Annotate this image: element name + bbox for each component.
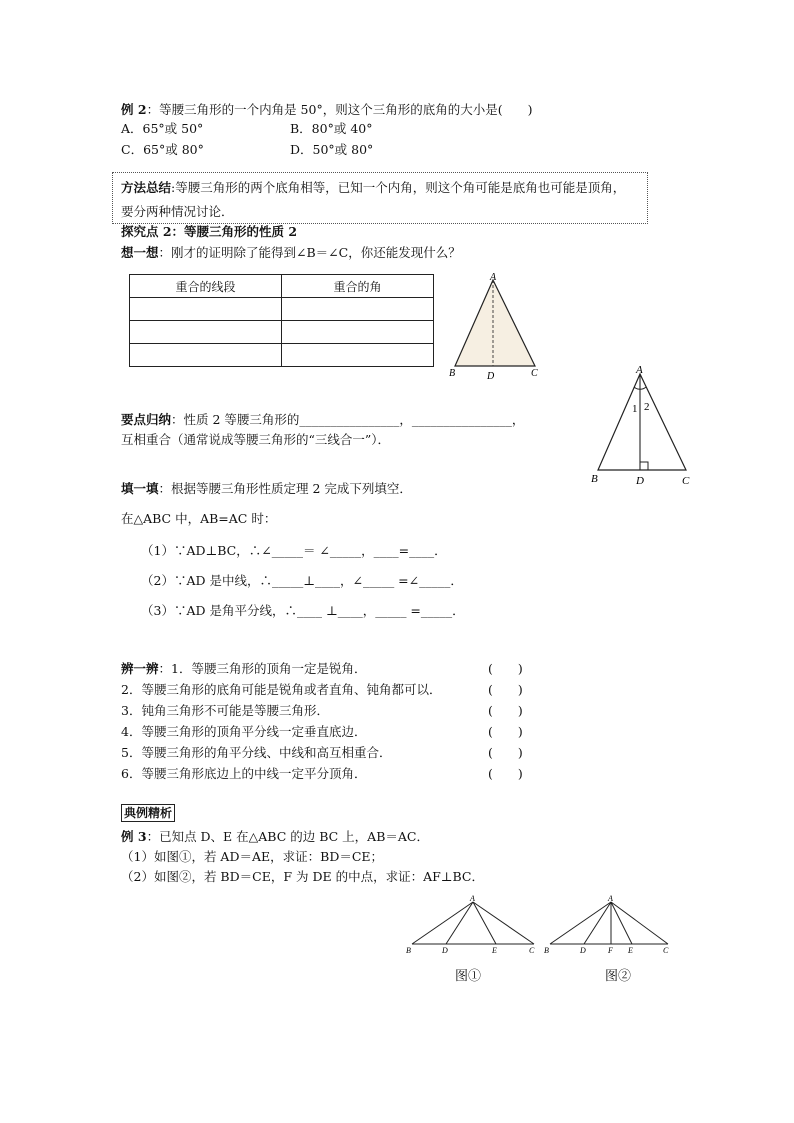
option-b: B．80°或 40° <box>290 121 373 136</box>
table-row <box>130 298 434 321</box>
label-c: C <box>663 946 669 955</box>
table-header-segments: 重合的线段 <box>130 275 282 298</box>
key-summary-line1: 要点归纳：性质 2 等腰三角形的________________，________________， <box>121 412 525 427</box>
label-a: A <box>636 364 643 376</box>
method-summary-label: 方法总结 <box>121 180 172 195</box>
table-cell[interactable] <box>130 344 282 367</box>
judge-item-2: 2．等腰三角形的底角可能是锐角或者直角、钝角都可以． <box>121 682 442 697</box>
answer-bracket[interactable]: ( ) <box>488 661 523 676</box>
figure-1-caption: 图① <box>455 969 482 984</box>
triangle-abc-2 <box>598 374 686 470</box>
figure-2-caption: 图② <box>605 969 632 984</box>
table-cell[interactable] <box>130 321 282 344</box>
example3-line1: 例 3：已知点 D、E 在△ABC 的边 BC 上，AB＝AC． <box>121 829 429 844</box>
property-table <box>129 274 434 367</box>
table-header-angles: 重合的角 <box>282 275 434 298</box>
label-f: F <box>608 946 613 955</box>
label-d: D <box>487 371 495 382</box>
label-c: C <box>529 946 535 955</box>
example2-label: 例 2 <box>121 102 147 117</box>
label-b: B <box>449 368 456 379</box>
example3-label: 例 3 <box>121 829 147 844</box>
label-c: C <box>682 475 690 487</box>
label-b: B <box>406 946 411 955</box>
option-a: A．65°或 50° <box>121 121 204 136</box>
answer-bracket[interactable]: ( ) <box>488 745 523 760</box>
side-ac <box>473 902 534 944</box>
answer-bracket[interactable]: ( ) <box>488 703 523 718</box>
example2-question: 例 2：等腰三角形的一个内角是 50°，则这个三角形的底角的大小是( ) <box>121 102 533 117</box>
right-angle-mark <box>640 462 648 470</box>
answer-bracket[interactable]: ( ) <box>488 682 523 697</box>
side-ac <box>611 902 668 944</box>
table-cell[interactable] <box>282 321 434 344</box>
option-d: D．50°或 80° <box>290 142 374 157</box>
judge-item-5: 5．等腰三角形的角平分线、中线和高互相重合． <box>121 745 392 760</box>
judge-item-6: 6．等腰三角形底边上的中线一定平分顶角． <box>121 766 367 781</box>
segment-ad <box>584 902 611 944</box>
answer-bracket[interactable]: ( ) <box>488 766 523 781</box>
label-e: E <box>492 946 497 955</box>
judge-item-4: 4．等腰三角形的顶角平分线一定垂直底边． <box>121 724 367 739</box>
example3-line3: （2）如图②，若 BD＝CE，F 为 DE 的中点，求证：AF⊥BC． <box>121 869 485 884</box>
judge-item-1: 辨一辨：1．等腰三角形的顶角一定是锐角． <box>121 661 367 676</box>
segment-ad <box>446 902 473 944</box>
key-summary-line2: 互相重合（通常说成等腰三角形的“三线合一”）． <box>121 432 391 447</box>
label-d: D <box>442 946 448 955</box>
fill-item-2: （2）∵AD 是中线，∴_____⊥____，∠_____ =∠_____． <box>141 573 463 588</box>
method-summary-line1: 方法总结:等腰三角形的两个底角相等，已知一个内角，则这个角可能是底角也可能是顶角， <box>121 180 626 195</box>
table-cell[interactable] <box>130 298 282 321</box>
table-cell[interactable] <box>282 344 434 367</box>
triangle-figure-top <box>445 270 547 382</box>
table-row <box>130 321 434 344</box>
label-b: B <box>544 946 549 955</box>
table-cell[interactable] <box>282 298 434 321</box>
fill-condition: 在△ABC 中，AB=AC 时： <box>121 511 277 526</box>
key-summary-label: 要点归纳 <box>121 412 172 427</box>
label-angle-1: 1 <box>632 403 638 415</box>
label-b: B <box>591 473 598 485</box>
think-prompt: 想一想：刚才的证明除了能得到∠B＝∠C，你还能发现什么？ <box>121 245 461 260</box>
figure-2 <box>540 892 680 958</box>
label-a: A <box>470 894 475 903</box>
example3-line2: （1）如图①，若 AD＝AE，求证：BD＝CE； <box>121 849 384 864</box>
label-a: A <box>490 272 497 283</box>
answer-bracket[interactable]: ( ) <box>488 724 523 739</box>
judge-item-3: 3．钝角三角形不可能是等腰三角形． <box>121 703 329 718</box>
label-c: C <box>531 368 538 379</box>
fill-item-3: （3）∵AD 是角平分线，∴____ ⊥____，_____ =_____． <box>141 603 465 618</box>
label-e: E <box>628 946 633 955</box>
label-a: A <box>608 894 613 903</box>
method-summary-line2: 要分两种情况讨论． <box>121 204 234 219</box>
option-c: C．65°或 80° <box>121 142 204 157</box>
triangle-figure-right <box>586 362 698 490</box>
side-ab <box>412 902 473 944</box>
segment-ae <box>473 902 496 944</box>
side-ab <box>550 902 611 944</box>
table-header-row <box>130 275 434 298</box>
label-d: D <box>580 946 586 955</box>
figure-1 <box>402 892 542 958</box>
label-angle-2: 2 <box>644 401 650 413</box>
segment-ae <box>611 902 632 944</box>
triangle-abc <box>455 280 535 366</box>
judge-label: 辨一辨 <box>121 661 159 676</box>
fill-item-1: （1）∵AD⊥BC，∴∠_____＝ ∠_____，____=____． <box>141 543 447 558</box>
fill-instruction: 填一填：根据等腰三角形性质定理 2 完成下列填空． <box>121 481 412 496</box>
fill-label: 填一填 <box>121 481 159 496</box>
table-row <box>130 344 434 367</box>
explore2-title: 探究点 2：等腰三角形的性质 2 <box>121 224 298 239</box>
think-label: 想一想 <box>121 245 159 260</box>
label-d: D <box>636 475 644 487</box>
example-section-header: 典例精析 <box>121 804 175 822</box>
